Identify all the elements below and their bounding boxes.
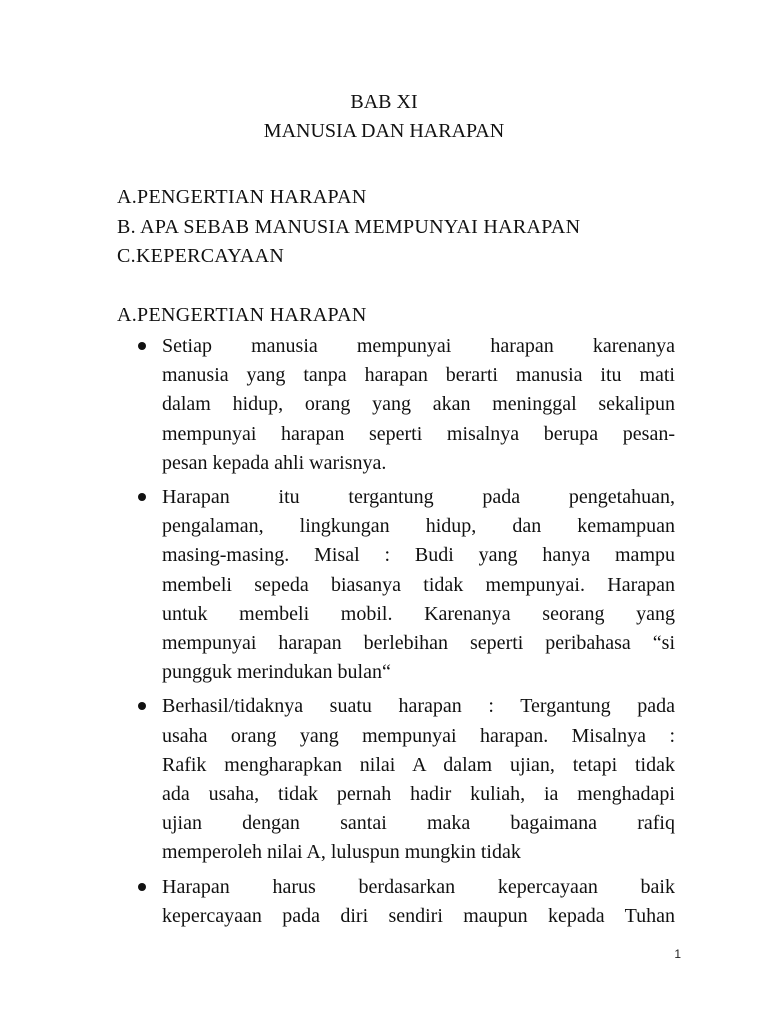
bullet-icon — [138, 702, 146, 710]
paragraph-line: memperoleh nilai A, luluspun mungkin tidak — [162, 841, 521, 864]
page-number: 1 — [674, 947, 681, 961]
section-heading: A.PENGERTIAN HARAPAN — [117, 304, 367, 326]
chapter-title: BAB XI — [350, 91, 418, 113]
chapter-header — [0, 88, 768, 146]
paragraph-line: untuk membeli mobil. Karenanya seorang yang — [162, 602, 675, 625]
paragraph-line: manusia yang tanpa harapan berarti manusia itu mati — [162, 364, 675, 387]
list-item — [136, 483, 675, 687]
paragraph-line: Harapan harus berdasarkan kepercayaan baik — [162, 875, 675, 898]
paragraph-line: masing-masing. Misal : Budi yang hanya mampu — [162, 544, 675, 567]
toc-item: A.PENGERTIAN HARAPAN — [117, 186, 367, 208]
paragraph-line: Harapan itu tergantung pada pengetahuan, — [162, 486, 675, 509]
chapter-subtitle: MANUSIA DAN HARAPAN — [263, 120, 505, 142]
table-of-contents — [117, 183, 580, 272]
paragraph-line: pengalaman, lingkungan hidup, dan kemampuan — [162, 515, 675, 538]
paragraph-line: Setiap manusia mempunyai harapan karenanya — [162, 335, 675, 357]
list-item — [136, 873, 675, 931]
paragraph-line: mempunyai harapan seperti misalnya berupa pesan- — [162, 422, 675, 445]
paragraph-line: mempunyai harapan berlebihan seperti peribahasa “si — [162, 632, 675, 655]
paragraph-line: membeli sepeda biasanya tidak mempunyai. Harapan — [162, 573, 675, 596]
paragraph-line: Berhasil/tidaknya suatu harapan : Tergantung pada — [162, 695, 675, 718]
paragraph-line: pungguk merindukan bulan“ — [162, 661, 391, 684]
paragraph-line: pesan kepada ahli warisnya. — [162, 451, 387, 474]
paragraph-line: ujian dengan santai maka bagaimana rafiq — [162, 812, 675, 835]
list-item — [136, 332, 675, 478]
paragraph-line: Rafik mengharapkan nilai A dalam ujian, tetapi tidak — [162, 753, 675, 776]
bullet-icon — [138, 493, 146, 501]
bullet-list — [136, 332, 675, 936]
bullet-icon — [138, 342, 146, 350]
toc-item: C.KEPERCAYAAN — [117, 245, 285, 267]
paragraph-line: dalam hidup, orang yang akan meninggal sekalipun — [162, 393, 675, 416]
paragraph-line: ada usaha, tidak pernah hadir kuliah, ia menghadapi — [162, 783, 675, 806]
bullet-icon — [138, 883, 146, 891]
toc-item: B. APA SEBAB MANUSIA MEMPUNYAI HARAPAN — [117, 215, 581, 238]
paragraph-line: kepercayaan pada diri sendiri maupun kepada Tuhan — [162, 904, 675, 927]
paragraph-line: usaha orang yang mempunyai harapan. Misalnya : — [162, 724, 675, 747]
list-item — [136, 692, 675, 867]
